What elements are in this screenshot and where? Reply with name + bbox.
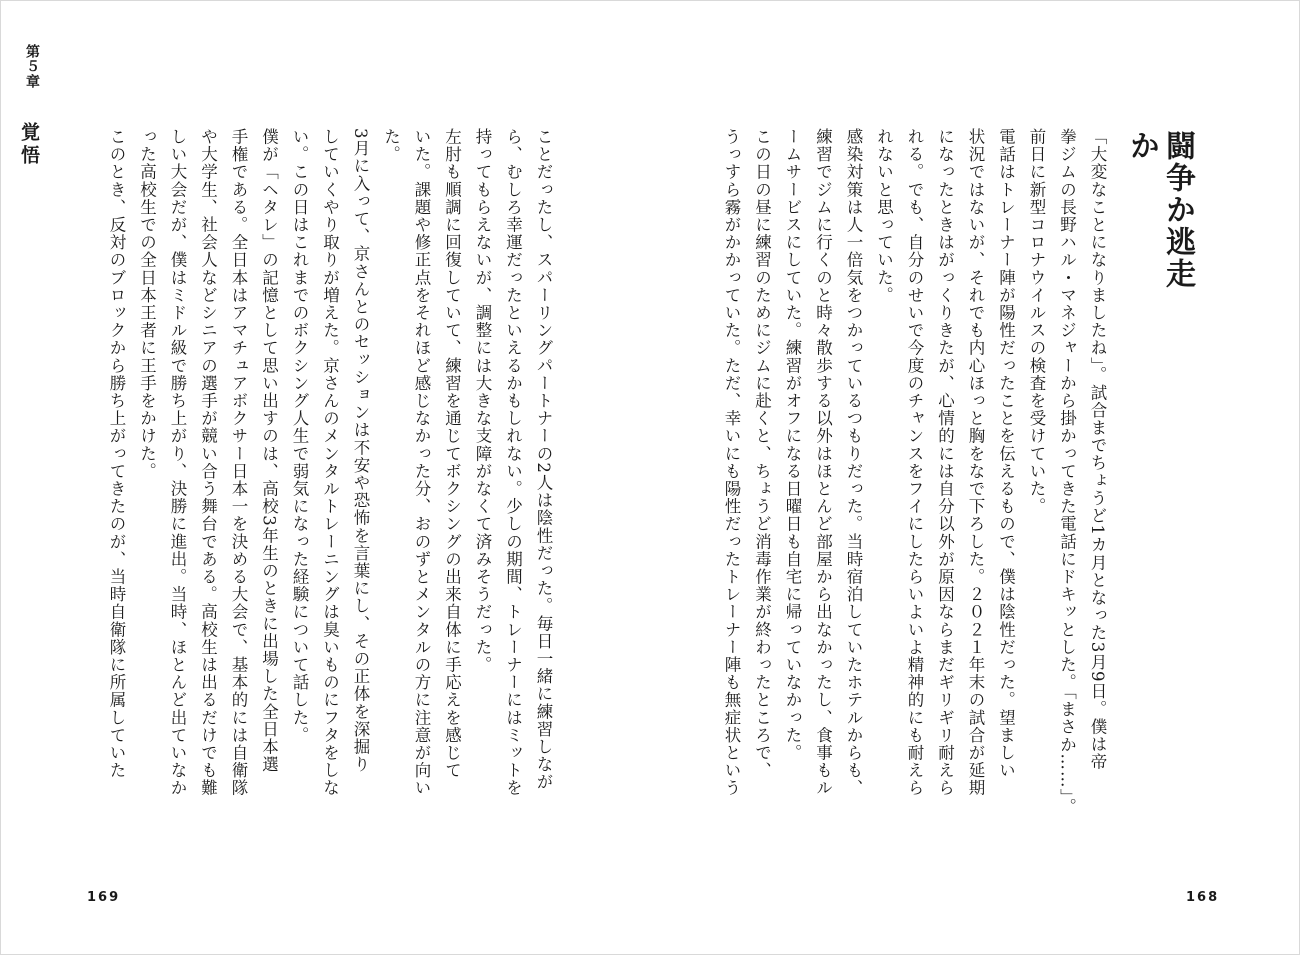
text-line: 手権である。全日本はアマチュアボクサー日本一を決める大会で、基本的には自衛隊 (229, 128, 248, 797)
left-body-text (86, 128, 558, 818)
text-line: 感染対策は人一倍気をつかっているつもりだった。当時宿泊していたホテルからも、 (844, 128, 863, 797)
text-line: ームサービスにしていた。練習がオフになる日曜日も自宅に帰っていなかった。 (783, 128, 802, 762)
chapter-label: 第５章 (24, 44, 40, 89)
text-line: 状況ではないが、それでも内心ほっと胸をなで下ろした。２０２１年末の試合が延期 (966, 128, 985, 797)
right-body-text (722, 128, 1112, 818)
text-line: れる。でも、自分のせいで今度のチャンスをフイにしたらいよいよ精神的にも耐えら (905, 128, 924, 797)
text-line: 僕が「ヘタレ」の記憶として思い出すのは、高校3年生のときに出場した全日本選 (259, 128, 279, 774)
text-line: や大学生、社会人などシニアの選手が競い合う舞台である。高校生は出るだけでも難 (198, 128, 218, 797)
text-line: ことだったし、スパーリングパートナーの2人は陰性だった。毎日一緒に練習しなが (534, 128, 553, 791)
chapter-title: 覚悟 (18, 122, 40, 168)
text-line: 3月に入って、京さんとのセッションは不安や恐怖を言葉にし、その正体を深掘り (351, 128, 370, 774)
text-line: 電話はトレーナー陣が陽性だったことを伝えるもので、僕は陰性だった。望ましい (996, 128, 1016, 780)
text-line: 練習でジムに行くのと時々散歩する以外はほとんど部屋から出なかったし、食事もル (813, 128, 833, 797)
text-line: この日の昼に練習のためにジムに赴くと、ちょうど消毒作業が終わったところで、 (752, 128, 772, 780)
text-line: れないと思っていた。 (874, 128, 894, 304)
text-line: 前日に新型コロナウイルスの検査を受けていた。 (1027, 128, 1046, 516)
text-line: このとき、反対のブロックから勝ち上がってきたのが、当時自衛隊に所属していた (107, 128, 126, 780)
text-line: った高校生での全日本王者に王手をかけた。 (137, 128, 157, 480)
text-line: た。 (381, 128, 401, 164)
text-line: い。この日はこれまでのボクシング人生で弱気になった経験について話した。 (290, 128, 309, 744)
text-line: うっすら霧がかかっていた。ただ、幸いにも陽性だったトレーナー陣も無症状という (722, 128, 741, 797)
text-line: しい大会だが、僕はミドル級で勝ち上がり、決勝に進出。当時、ほとんど出ていなか (168, 128, 187, 797)
text-line: 持ってもらえないが、調整には大きな支障がなくて済みそうだった。 (473, 128, 492, 674)
text-line: 左肘も順調に回復していて、練習を通じてボクシングの出来自体に手応えを感じて (442, 128, 462, 780)
text-line: いた。課題や修正点をそれほど感じなかった分、おのずとメンタルの方に注意が向い (412, 128, 431, 797)
text-line: ら、むしろ幸運だったといえるかもしれない。少しの期間、トレーナーにはミットを (503, 128, 523, 797)
page-number-left: 169 (87, 890, 121, 905)
text-line: になったときはがっくりきたが、心情的には自分以外が原因ならまだギリギリ耐えら (935, 128, 955, 797)
right-page (650, 0, 1300, 955)
page-number-right: 168 (1186, 890, 1220, 905)
text-line: 「大変なことになりましたね」。試合までちょうど1カ月となった3月9日。僕は帝 (1088, 128, 1107, 771)
section-heading: 闘争か逃走か (1124, 130, 1195, 290)
text-line: していくやり取りが増えた。京さんのメンタルトレーニングは臭いものにフタをしな (320, 128, 340, 797)
text-line: 拳ジムの長野ハル・マネジャーから掛かってきた電話にドキッとした。「まさか……」。 (1057, 128, 1077, 816)
